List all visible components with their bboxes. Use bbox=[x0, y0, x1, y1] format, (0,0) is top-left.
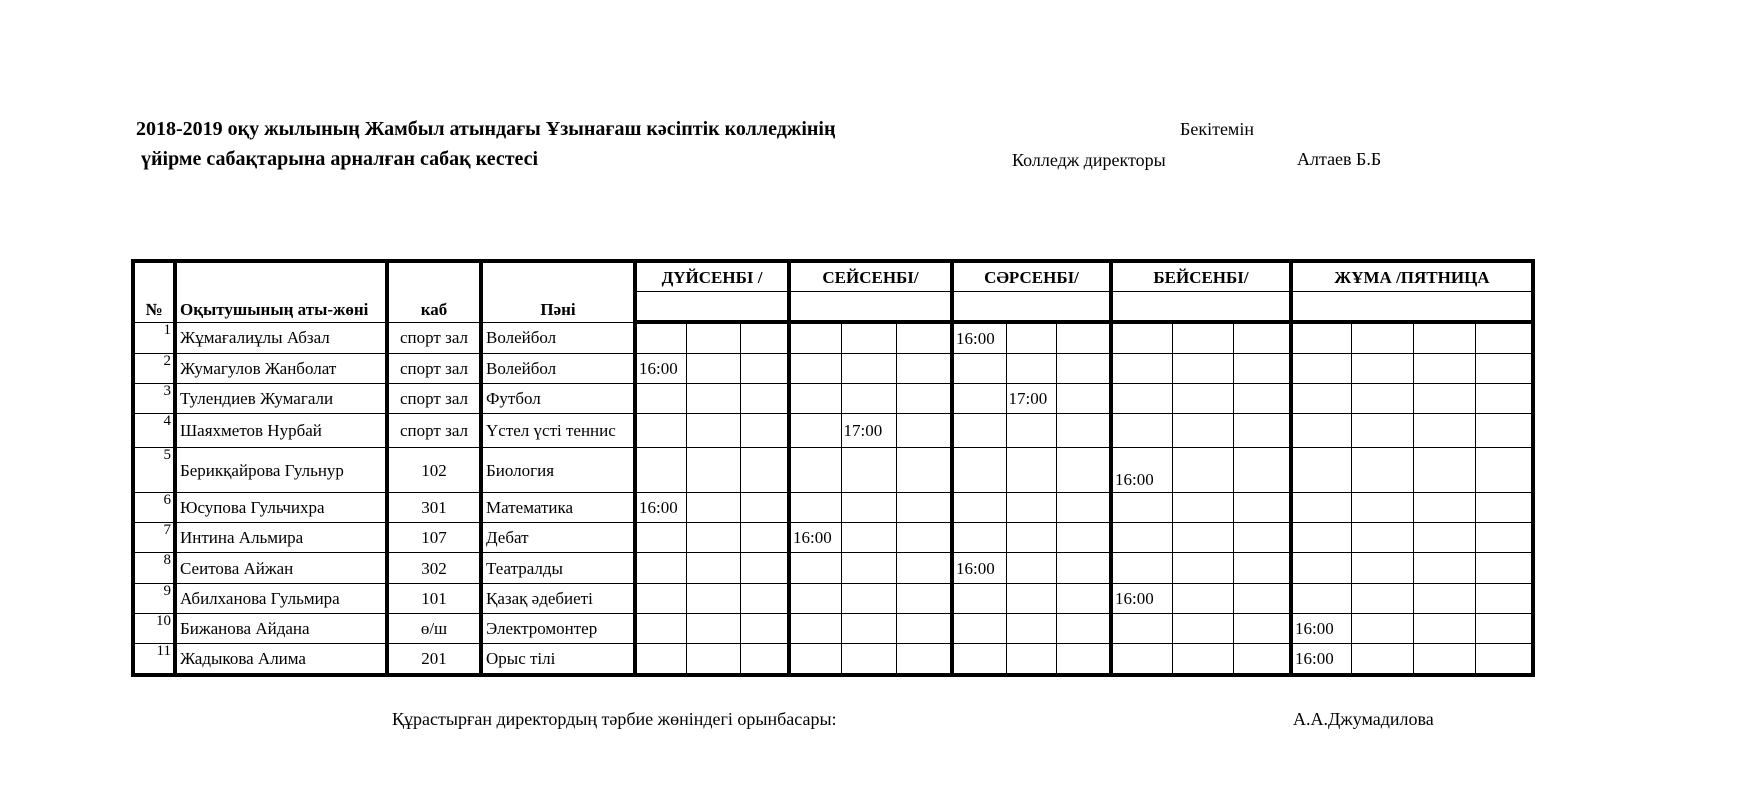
time-slot bbox=[1111, 384, 1172, 414]
time-slot bbox=[1172, 644, 1233, 676]
time-slot: 16:00 bbox=[1111, 584, 1172, 614]
table-row bbox=[133, 614, 1533, 644]
time-slot bbox=[1413, 644, 1475, 676]
subject: Футбол bbox=[481, 384, 635, 414]
time-slot bbox=[1475, 614, 1533, 644]
time-slot bbox=[635, 523, 686, 553]
room: 101 bbox=[387, 584, 481, 614]
time-slot bbox=[1291, 448, 1351, 493]
time-slot bbox=[1056, 523, 1111, 553]
room: спорт зал bbox=[387, 354, 481, 384]
time-slot bbox=[789, 584, 841, 614]
time-slot bbox=[952, 414, 1006, 448]
time-slot bbox=[1475, 493, 1533, 523]
time-slot bbox=[1006, 553, 1056, 584]
time-slot bbox=[1291, 354, 1351, 384]
day-subheader-cell bbox=[789, 292, 952, 323]
time-slot bbox=[686, 553, 740, 584]
table-row bbox=[133, 553, 1533, 584]
day-header-monday: ДҮЙСЕНБІ / bbox=[635, 261, 789, 292]
row-number: 1 bbox=[133, 322, 175, 354]
time-slot bbox=[1172, 414, 1233, 448]
time-slot bbox=[740, 644, 789, 676]
time-slot bbox=[686, 614, 740, 644]
row-number: 6 bbox=[133, 493, 175, 523]
time-slot bbox=[1111, 553, 1172, 584]
subject: Волейбол bbox=[481, 354, 635, 384]
time-slot bbox=[1233, 448, 1291, 493]
time-slot bbox=[686, 493, 740, 523]
time-slot bbox=[1172, 614, 1233, 644]
time-slot: 17:00 bbox=[1006, 384, 1056, 414]
col-header-room: каб bbox=[387, 261, 481, 322]
time-slot bbox=[1291, 322, 1351, 354]
row-number: 2 bbox=[133, 354, 175, 384]
time-slot bbox=[952, 354, 1006, 384]
time-slot bbox=[740, 493, 789, 523]
time-slot bbox=[740, 448, 789, 493]
time-slot bbox=[686, 644, 740, 676]
subject: Театралды bbox=[481, 553, 635, 584]
time-slot bbox=[1233, 493, 1291, 523]
approve-label: Бекітемін bbox=[1180, 119, 1254, 139]
time-slot bbox=[1413, 493, 1475, 523]
table-row bbox=[133, 493, 1533, 523]
table-row bbox=[133, 384, 1533, 414]
day-subheader-cell bbox=[1291, 292, 1533, 323]
time-slot bbox=[1172, 523, 1233, 553]
subject: Қазақ әдебиеті bbox=[481, 584, 635, 614]
room: 107 bbox=[387, 523, 481, 553]
compiled-by-label: Құрастырған директордың тәрбие жөніндегі орынбасары: bbox=[392, 709, 837, 729]
subject: Биология bbox=[481, 448, 635, 493]
row-number: 3 bbox=[133, 384, 175, 414]
time-slot bbox=[1475, 354, 1533, 384]
room: ө/ш bbox=[387, 614, 481, 644]
teacher-name: Жадыкова Алима bbox=[175, 644, 387, 676]
table-row bbox=[133, 644, 1533, 676]
time-slot bbox=[841, 553, 896, 584]
time-slot bbox=[1172, 384, 1233, 414]
teacher-name: Берикқайрова Гульнур bbox=[175, 448, 387, 493]
time-slot: 16:00 bbox=[1291, 644, 1351, 676]
time-slot bbox=[1111, 523, 1172, 553]
room: спорт зал bbox=[387, 384, 481, 414]
day-subheader-cell bbox=[635, 292, 789, 323]
time-slot bbox=[789, 384, 841, 414]
time-slot: 16:00 bbox=[635, 493, 686, 523]
compiled-by-name: А.А.Джумадилова bbox=[1293, 709, 1434, 729]
time-slot bbox=[1351, 644, 1413, 676]
time-slot bbox=[841, 614, 896, 644]
time-slot bbox=[1006, 614, 1056, 644]
teacher-name: Интина Альмира bbox=[175, 523, 387, 553]
time-slot bbox=[1111, 414, 1172, 448]
time-slot bbox=[1413, 614, 1475, 644]
time-slot bbox=[1351, 322, 1413, 354]
teacher-name: Жұмағалиұлы Абзал bbox=[175, 322, 387, 354]
time-slot bbox=[1413, 354, 1475, 384]
time-slot bbox=[1413, 414, 1475, 448]
day-header-wednesday: СӘРСЕНБІ/ bbox=[952, 261, 1111, 292]
time-slot bbox=[1233, 414, 1291, 448]
row-number: 8 bbox=[133, 553, 175, 584]
subject: Волейбол bbox=[481, 322, 635, 354]
room: спорт зал bbox=[387, 414, 481, 448]
time-slot bbox=[1172, 354, 1233, 384]
room: 102 bbox=[387, 448, 481, 493]
time-slot bbox=[789, 322, 841, 354]
time-slot bbox=[789, 553, 841, 584]
time-slot bbox=[1006, 644, 1056, 676]
time-slot bbox=[896, 384, 952, 414]
time-slot bbox=[1006, 414, 1056, 448]
time-slot bbox=[896, 614, 952, 644]
time-slot bbox=[896, 493, 952, 523]
subject: Математика bbox=[481, 493, 635, 523]
time-slot bbox=[686, 448, 740, 493]
row-number: 4 bbox=[133, 414, 175, 448]
time-slot bbox=[841, 584, 896, 614]
time-slot bbox=[1475, 523, 1533, 553]
time-slot bbox=[1111, 614, 1172, 644]
time-slot bbox=[1006, 493, 1056, 523]
time-slot bbox=[896, 584, 952, 614]
time-slot bbox=[1413, 553, 1475, 584]
time-slot bbox=[789, 354, 841, 384]
time-slot bbox=[1291, 553, 1351, 584]
time-slot bbox=[1172, 584, 1233, 614]
time-slot bbox=[1475, 448, 1533, 493]
time-slot bbox=[1233, 322, 1291, 354]
time-slot bbox=[896, 448, 952, 493]
time-slot bbox=[740, 553, 789, 584]
time-slot bbox=[1006, 523, 1056, 553]
time-slot bbox=[686, 322, 740, 354]
time-slot bbox=[952, 644, 1006, 676]
room: 201 bbox=[387, 644, 481, 676]
col-header-subject: Пәні bbox=[481, 261, 635, 322]
room: 301 bbox=[387, 493, 481, 523]
teacher-name: Сеитова Айжан bbox=[175, 553, 387, 584]
time-slot bbox=[1056, 493, 1111, 523]
time-slot bbox=[635, 614, 686, 644]
time-slot bbox=[1351, 614, 1413, 644]
col-header-teacher: Оқытушының аты-жөні bbox=[175, 261, 387, 322]
time-slot bbox=[1475, 322, 1533, 354]
time-slot bbox=[1006, 354, 1056, 384]
time-slot bbox=[1291, 584, 1351, 614]
time-slot bbox=[1351, 354, 1413, 384]
time-slot bbox=[1233, 644, 1291, 676]
time-slot bbox=[1233, 354, 1291, 384]
time-slot bbox=[1056, 322, 1111, 354]
time-slot bbox=[1056, 414, 1111, 448]
time-slot bbox=[1056, 354, 1111, 384]
time-slot bbox=[1006, 448, 1056, 493]
time-slot bbox=[1351, 493, 1413, 523]
room: спорт зал bbox=[387, 322, 481, 354]
time-slot bbox=[896, 644, 952, 676]
subject: Үстел үсті теннис bbox=[481, 414, 635, 448]
time-slot bbox=[1233, 553, 1291, 584]
time-slot bbox=[1291, 384, 1351, 414]
time-slot bbox=[1475, 644, 1533, 676]
time-slot bbox=[1172, 553, 1233, 584]
time-slot bbox=[1413, 384, 1475, 414]
time-slot bbox=[841, 384, 896, 414]
time-slot bbox=[952, 493, 1006, 523]
director-name: Алтаев Б.Б bbox=[1297, 149, 1382, 169]
table-row bbox=[133, 523, 1533, 553]
time-slot bbox=[896, 523, 952, 553]
time-slot bbox=[1233, 523, 1291, 553]
day-subheader-cell bbox=[1111, 292, 1291, 323]
time-slot bbox=[1351, 384, 1413, 414]
time-slot bbox=[740, 523, 789, 553]
time-slot bbox=[789, 644, 841, 676]
table-row bbox=[133, 354, 1533, 384]
time-slot bbox=[1056, 448, 1111, 493]
time-slot bbox=[1111, 644, 1172, 676]
table-header-row bbox=[133, 261, 1533, 292]
time-slot bbox=[841, 448, 896, 493]
time-slot bbox=[952, 614, 1006, 644]
teacher-name: Жумагулов Жанболат bbox=[175, 354, 387, 384]
time-slot bbox=[896, 322, 952, 354]
subject: Электромонтер bbox=[481, 614, 635, 644]
time-slot bbox=[740, 614, 789, 644]
teacher-name: Юсупова Гульчихра bbox=[175, 493, 387, 523]
time-slot: 16:00 bbox=[1291, 614, 1351, 644]
time-slot bbox=[1056, 584, 1111, 614]
time-slot bbox=[740, 354, 789, 384]
time-slot bbox=[1172, 322, 1233, 354]
table-row bbox=[133, 322, 1533, 354]
time-slot bbox=[1413, 523, 1475, 553]
time-slot bbox=[740, 322, 789, 354]
time-slot bbox=[1291, 523, 1351, 553]
time-slot bbox=[1351, 553, 1413, 584]
time-slot bbox=[1291, 414, 1351, 448]
day-header-tuesday: СЕЙСЕНБІ/ bbox=[789, 261, 952, 292]
time-slot bbox=[740, 584, 789, 614]
time-slot bbox=[789, 614, 841, 644]
subject: Дебат bbox=[481, 523, 635, 553]
time-slot bbox=[1233, 614, 1291, 644]
time-slot bbox=[896, 354, 952, 384]
time-slot bbox=[1291, 493, 1351, 523]
time-slot bbox=[635, 553, 686, 584]
time-slot bbox=[1351, 523, 1413, 553]
time-slot bbox=[635, 448, 686, 493]
time-slot bbox=[686, 384, 740, 414]
row-number: 9 bbox=[133, 584, 175, 614]
director-label: Колледж директоры bbox=[1012, 150, 1166, 170]
teacher-name: Бижанова Айдана bbox=[175, 614, 387, 644]
time-slot bbox=[1172, 448, 1233, 493]
time-slot bbox=[1006, 584, 1056, 614]
time-slot bbox=[841, 322, 896, 354]
time-slot bbox=[1413, 448, 1475, 493]
time-slot bbox=[635, 414, 686, 448]
time-slot bbox=[686, 584, 740, 614]
time-slot bbox=[1111, 354, 1172, 384]
time-slot bbox=[841, 644, 896, 676]
time-slot bbox=[686, 354, 740, 384]
time-slot bbox=[1056, 644, 1111, 676]
time-slot bbox=[789, 493, 841, 523]
time-slot bbox=[952, 523, 1006, 553]
time-slot bbox=[1233, 384, 1291, 414]
time-slot bbox=[1056, 553, 1111, 584]
time-slot bbox=[952, 384, 1006, 414]
title-line-1: 2018-2019 оқу жылының Жамбыл атындағы Ұзынағаш кәсіптік колледжінің bbox=[136, 118, 836, 140]
time-slot bbox=[1111, 322, 1172, 354]
room: 302 bbox=[387, 553, 481, 584]
time-slot bbox=[841, 493, 896, 523]
time-slot bbox=[686, 414, 740, 448]
time-slot: 16:00 bbox=[952, 553, 1006, 584]
time-slot bbox=[740, 414, 789, 448]
time-slot bbox=[841, 354, 896, 384]
day-header-thursday: БЕЙСЕНБІ/ bbox=[1111, 261, 1291, 292]
time-slot bbox=[1351, 448, 1413, 493]
day-subheader-cell bbox=[952, 292, 1111, 323]
title-line-2: үйірме сабақтарына арналған сабақ кестесі bbox=[141, 148, 539, 170]
teacher-name: Тулендиев Жумагали bbox=[175, 384, 387, 414]
schedule-table bbox=[131, 259, 1535, 677]
time-slot bbox=[635, 322, 686, 354]
table-row bbox=[133, 414, 1533, 448]
teacher-name: Абилханова Гульмира bbox=[175, 584, 387, 614]
time-slot bbox=[1475, 414, 1533, 448]
time-slot: 16:00 bbox=[952, 322, 1006, 354]
time-slot: 16:00 bbox=[1111, 448, 1172, 493]
time-slot bbox=[635, 584, 686, 614]
time-slot bbox=[1351, 584, 1413, 614]
time-slot bbox=[952, 584, 1006, 614]
time-slot bbox=[896, 553, 952, 584]
subject: Орыс тілі bbox=[481, 644, 635, 676]
time-slot bbox=[896, 414, 952, 448]
day-header-friday: ЖҰМА /ПЯТНИЦА bbox=[1291, 261, 1533, 292]
teacher-name: Шаяхметов Нурбай bbox=[175, 414, 387, 448]
time-slot bbox=[686, 523, 740, 553]
time-slot bbox=[635, 644, 686, 676]
time-slot bbox=[789, 448, 841, 493]
table-row bbox=[133, 584, 1533, 614]
col-header-num: № bbox=[133, 261, 175, 322]
time-slot bbox=[1413, 584, 1475, 614]
table-row bbox=[133, 448, 1533, 493]
time-slot bbox=[1475, 584, 1533, 614]
row-number: 10 bbox=[133, 614, 175, 644]
time-slot bbox=[1172, 493, 1233, 523]
time-slot bbox=[1351, 414, 1413, 448]
time-slot bbox=[1233, 584, 1291, 614]
time-slot bbox=[841, 523, 896, 553]
time-slot bbox=[740, 384, 789, 414]
time-slot bbox=[1056, 614, 1111, 644]
time-slot bbox=[635, 384, 686, 414]
time-slot bbox=[1475, 384, 1533, 414]
time-slot bbox=[1006, 322, 1056, 354]
time-slot: 16:00 bbox=[789, 523, 841, 553]
time-slot bbox=[1475, 553, 1533, 584]
time-slot bbox=[1413, 322, 1475, 354]
row-number: 7 bbox=[133, 523, 175, 553]
time-slot: 17:00 bbox=[841, 414, 896, 448]
time-slot: 16:00 bbox=[635, 354, 686, 384]
time-slot bbox=[952, 448, 1006, 493]
time-slot bbox=[789, 414, 841, 448]
time-slot bbox=[1056, 384, 1111, 414]
row-number: 11 bbox=[133, 644, 175, 676]
row-number: 5 bbox=[133, 448, 175, 493]
time-slot bbox=[1111, 493, 1172, 523]
